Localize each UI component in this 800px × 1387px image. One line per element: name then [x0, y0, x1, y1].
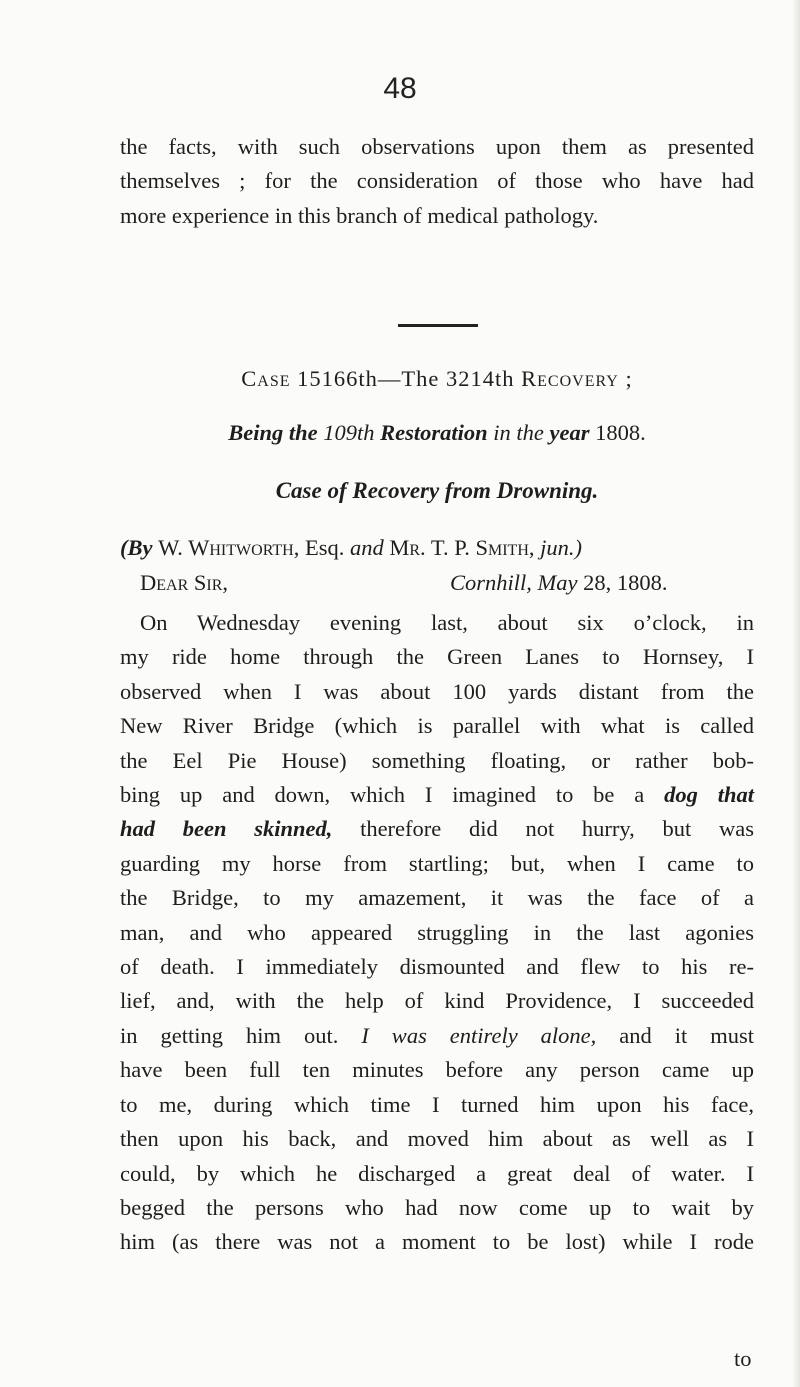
case-number: 15166th—The	[297, 366, 440, 391]
letter-line: have been full ten minutes before any person came up	[120, 1057, 754, 1083]
intro-line: themselves ; for the consideration of those who have had	[120, 168, 754, 194]
intro-line: more experience in this branch of medical pathology.	[120, 202, 599, 228]
author-suffix: jun.)	[540, 535, 582, 560]
byline-open: (By	[120, 535, 153, 560]
letter-body	[120, 606, 754, 1260]
section-divider	[398, 324, 478, 327]
author-name: Mr. T. P. Smith,	[389, 535, 535, 560]
recovery-number: 3214th	[446, 366, 515, 391]
page-number: 48	[383, 72, 417, 105]
restoration-count: 109th	[323, 420, 375, 445]
letter-emphasis: dog that	[664, 782, 754, 808]
letter-line: the Bridge, to my amazement, it was the face of a	[120, 885, 754, 911]
restoration-year: 1808.	[595, 420, 646, 445]
dateline-month: May	[537, 570, 578, 595]
salutation-greeting: Dear Sir,	[140, 570, 229, 595]
dateline-place: Cornhill,	[450, 570, 532, 595]
dateline	[450, 570, 668, 596]
case-word: Case	[241, 366, 291, 391]
dateline-date: 28, 1808.	[583, 570, 668, 595]
letter-line: man, and who appeared struggling in the last agonies	[120, 919, 754, 945]
recovery-word: Recovery ;	[521, 366, 633, 391]
letter-text: in getting him out.	[120, 1022, 339, 1048]
letter-line: him (as there was not a moment to be lost) while I rode	[120, 1229, 754, 1255]
letter-line: could, by which he discharged a great deal of water. I	[120, 1160, 754, 1186]
intro-line: the facts, with such observations upon them as presented	[120, 134, 754, 159]
case-title: Case of Recovery from Drowning.	[275, 478, 599, 503]
letter-line: the Eel Pie House) something floating, or rather bob-	[120, 747, 754, 773]
byline-and: and	[349, 535, 384, 560]
letter-text: and it must	[619, 1022, 755, 1048]
page-edge	[792, 0, 800, 1387]
catchword: to	[734, 1346, 752, 1371]
letter-line: of death. I immediately dismounted and flew to his re-	[120, 954, 754, 980]
letter-text: therefore did not hurry, but was	[360, 816, 754, 842]
intro-paragraph	[120, 130, 754, 233]
letter-line	[120, 812, 754, 846]
letter-line	[120, 778, 754, 812]
restoration-text: Being the	[228, 420, 318, 445]
letter-emphasis: had been skinned,	[120, 816, 333, 842]
case-heading	[120, 366, 754, 392]
restoration-text: Restoration	[380, 420, 488, 445]
author-name: W. Whitworth,	[158, 535, 300, 560]
letter-line: then upon his back, and moved him about as well as I	[120, 1126, 754, 1152]
byline	[120, 535, 754, 561]
restoration-subheading	[120, 420, 754, 446]
restoration-text: in the	[493, 420, 544, 445]
letter-line: my ride home through the Green Lanes to Hornsey, I	[120, 644, 754, 670]
letter-text: bing up and down, which I imagined to be a	[120, 782, 645, 808]
letter-line: lief, and, with the help of kind Providence, I succeeded	[120, 988, 754, 1014]
author-title: Esq.	[304, 535, 345, 560]
letter-line: begged the persons who had now come up to wait by	[120, 1194, 754, 1220]
letter-line: to me, during which time I turned him upon his face,	[120, 1091, 754, 1117]
letter-line: observed when I was about 100 yards distant from the	[120, 678, 754, 704]
restoration-text: year	[549, 420, 590, 445]
letter-line: guarding my horse from startling; but, when I came to	[120, 850, 754, 876]
letter-line: New River Bridge (which is parallel with what is called	[120, 713, 754, 739]
letter-line	[120, 1019, 754, 1053]
letter-emphasis: I was entirely alone,	[361, 1022, 597, 1048]
letter-line: On Wednesday evening last, about six o’clock, in	[140, 610, 754, 635]
